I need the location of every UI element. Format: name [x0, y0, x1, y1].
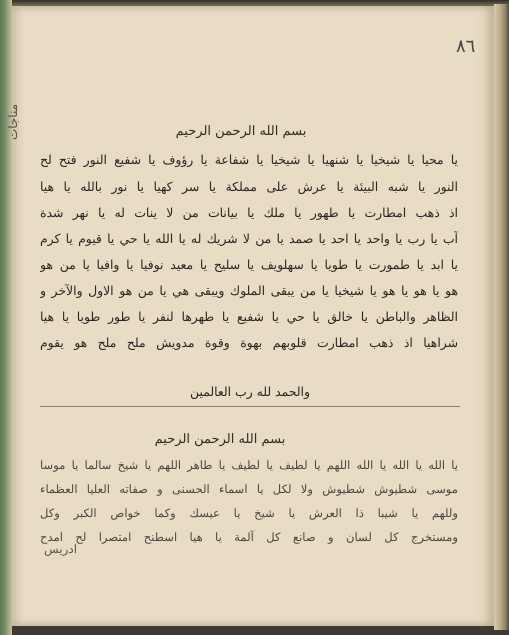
basmala-heading: بسم الله الرحمن الرحيم	[175, 124, 307, 139]
text-line: الظاهر والباطن يا خالق يا حي يا شفيع يا طهرها لنفر يا طور طويا يا هيا	[40, 309, 458, 324]
closing-line: والحمد لله رب العالمين	[190, 384, 310, 399]
text-line: اذ ذهب امطارت يا طهور يا ملك يا بيانات من لا ينات له يا نهر شدة	[40, 205, 458, 220]
text-line: آب يا رب يا واحد يا احد يا صمد يا من لا شريك له يا الله يا حي يا قيوم يا كرم	[40, 231, 458, 246]
folio-number: ٨٦	[456, 36, 476, 57]
margin-note: مناجات	[6, 104, 20, 141]
book-fore-edge	[494, 4, 509, 630]
section-divider	[40, 406, 460, 407]
text-line: النور يا شبه البيئة يا عرش على مملكة يا سر كهيا يا نور بالله يا هيا	[40, 179, 458, 194]
basmala-heading-secondary: بسم الله الرحمن الرحيم	[154, 432, 286, 447]
book-binding-edge	[0, 0, 12, 635]
text-line-secondary: ومستخرج كل لسان و صانع كل آلمة يا هيا اسطنح امتصرا لح امدح	[40, 530, 458, 544]
text-line: يا ابد يا طمورت يا طويا يا سهلويف يا سليح يا معيد نوفيا يا وافيا يا من هو	[40, 257, 458, 272]
text-line: هو يا هو يا هو يا شيخيا يا من يبقى الملوك ويبقى هي يا من هو الاول والآخر و	[40, 283, 458, 298]
text-line: شراهيا اذ ذهب امطارت قلوبهم بهوة وقوة مدويش ملح ملح هو يقوم	[40, 335, 458, 350]
text-line-secondary: وللهم يا شيبا ذا العرش يا شيخ يا عيسك وكما خواص الكبر وكل	[40, 506, 458, 520]
text-line-secondary: يا الله يا الله يا الله اللهم يا لطيف يا لطيف يا طاهر اللهم يا شيخ سالما يا موسا	[40, 458, 458, 472]
text-line: يا محيا يا شيخيا يا شنهيا يا شيخيا يا شفاعة يا رؤوف يا شفيع النور فتح لح	[40, 152, 458, 167]
footnote-signature: ادريس	[44, 542, 78, 556]
text-line-secondary: موسى شطيوش شطيوش ولا لكل يا اسماء الحسنى و صفاته العليا العظماء	[40, 482, 458, 496]
